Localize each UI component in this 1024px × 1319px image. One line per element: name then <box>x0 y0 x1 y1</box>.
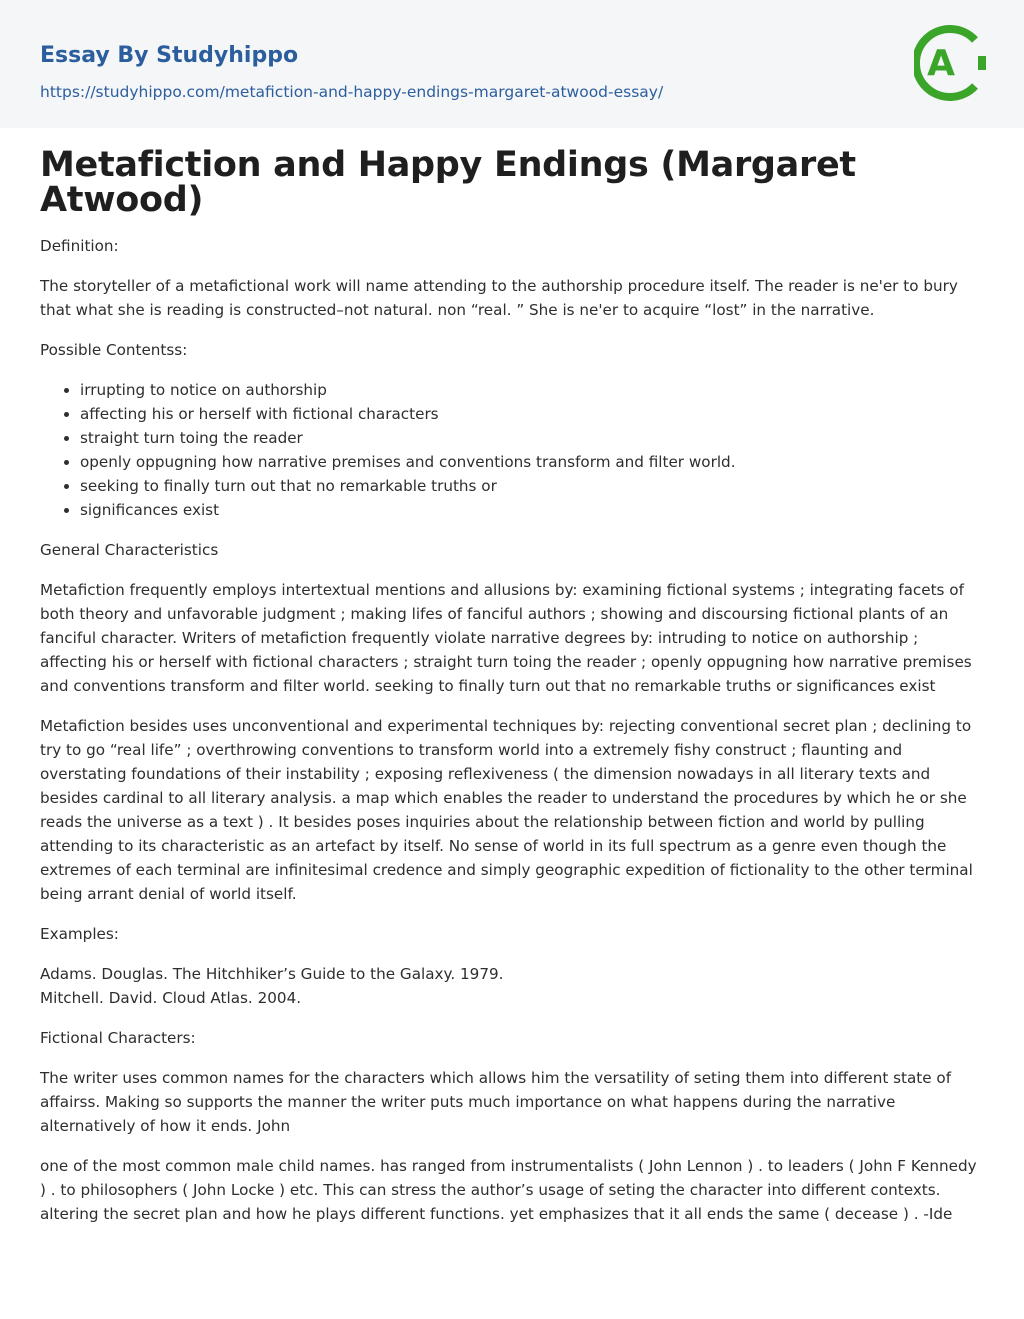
examples-heading: Examples: <box>40 925 119 943</box>
list-item: • seeking to finally turn out that no remarkable truths or <box>80 474 984 498</box>
general-paragraph-1: Metafiction frequently employs intertextual mentions and allusions by: examining fictional systems ; integrating facets of both theory and unfavorable judgment ; making lifes of fanciful authors ; showing and discoursing fictional plants of an fanciful character. Writers of metafiction frequently violate narrative degrees by: intruding to notice on authorship ; affecting his or herself with fictional characters ; straight turn toing the reader ; openly oppugning how narrative premises and conventions transform and filter world. seeking to finally turn out that no remarkable truths or significances exist <box>40 581 972 695</box>
example-item: Mitchell. David. Cloud Atlas. 2004. <box>40 989 302 1007</box>
characters-paragraph-2: one of the most common male child names. has ranged from instrumentalists ( John Lennon ) . to leaders ( John F Kennedy ) . to philosophers ( John Locke ) etc. This can stress the author’s usage of seting the character into different contexts. altering the secret plan and how he plays different functions. yet emphasizes that it all ends the same ( decease ) . -Ide <box>40 1157 977 1223</box>
characters-heading: Fictional Characters: <box>40 1029 196 1047</box>
characters-paragraph-1: The writer uses common names for the characters which allows him the versatility of seting them into different state of affairss. Making so supports the manner the writer puts much importance on what happens during the narrative alternatively of how it ends. John <box>40 1069 952 1135</box>
essay-url-link[interactable]: https://studyhippo.com/metafiction-and-happy-endings-margaret-atwood-essay/ <box>40 83 664 101</box>
general-heading: General Characteristics <box>40 541 219 559</box>
list-item: • significances exist <box>80 498 984 522</box>
definition-text: The storyteller of a metafictional work will name attending to the authorship procedure itself. The reader is ne'er to bury that what she is reading is constructed–not natural. non “real. ” She is ne'er to acquire “lost” in the narrative. <box>40 277 958 319</box>
contents-heading: Possible Contentss: <box>40 341 188 359</box>
definition-heading: Definition: <box>40 237 119 255</box>
article-content <box>0 128 1024 1226</box>
site-header <box>0 0 1024 128</box>
list-item: • affecting his or herself with fictional characters <box>80 402 984 426</box>
list-item: • openly oppugning how narrative premises and conventions transform and filter world. <box>80 450 984 474</box>
general-paragraph-2: Metafiction besides uses unconventional and experimental techniques by: rejecting conventional secret plan ; declining to try to go “real life” ; overthrowing conventions to transform world into a extremely fishy construct ; flaunting and overstating foundations of their instability ; exposing reflexiveness ( the dimension nowadays in all literary texts and besides cardinal to all literary analysis. a map which enables the reader to understand the procedures by which he or she reads the universe as a text ) . It besides poses inquiries about the relationship between fiction and world by pulling attending to its characteristic as an artefact by itself. No sense of world in its full spectrum as a genre even though the extremes of each terminal are infinitesimal credence and simply geographic expedition of fictionality to the other terminal being arrant denial of world itself. <box>40 717 973 903</box>
list-item: • straight turn toing the reader <box>80 426 984 450</box>
svg-text:A: A <box>927 43 955 84</box>
article-title: Metafiction and Happy Endings (Margaret Atwood) <box>40 145 856 220</box>
example-item: Adams. Douglas. The Hitchhiker’s Guide to the Galaxy. 1979. <box>40 965 504 983</box>
list-item: • irrupting to notice on authorship <box>80 378 984 402</box>
examples-block <box>40 962 984 1010</box>
site-brand[interactable]: Essay By Studyhippo <box>40 43 299 68</box>
contents-list <box>40 378 984 522</box>
studyhippo-logo-icon[interactable] <box>914 20 986 106</box>
